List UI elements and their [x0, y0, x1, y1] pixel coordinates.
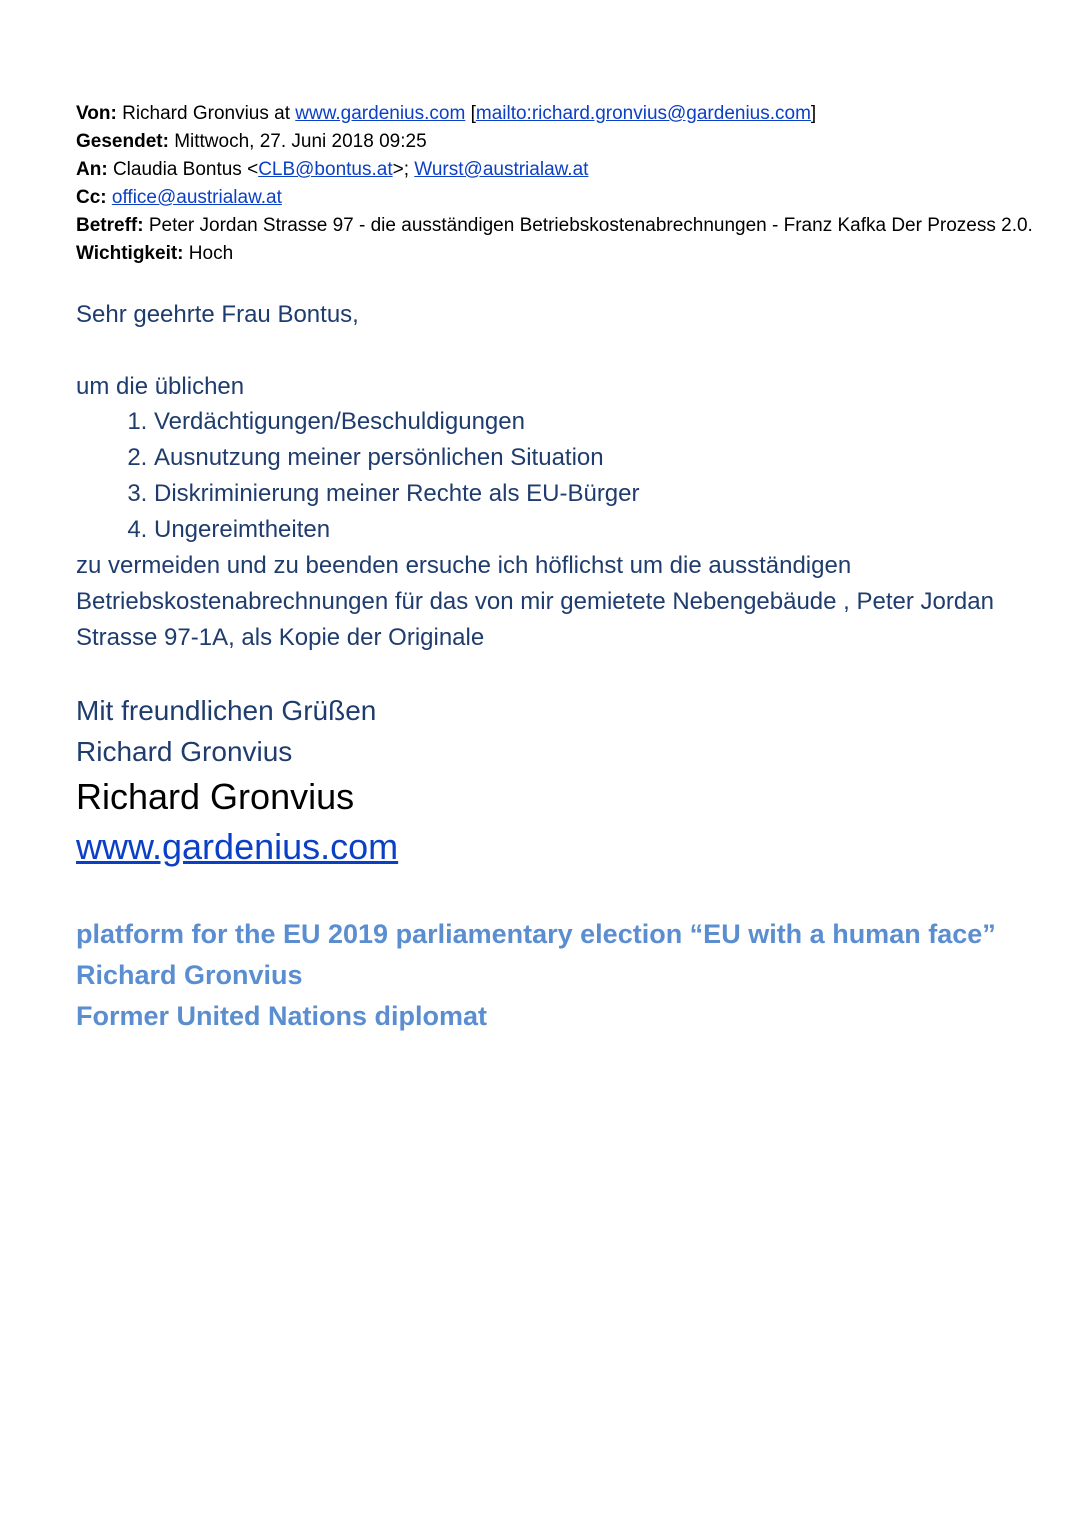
- from-website-link[interactable]: www.gardenius.com: [295, 103, 466, 124]
- signature-block: [76, 690, 1036, 772]
- email-header: [76, 100, 1036, 268]
- to-email-2-link[interactable]: Wurst@austrialaw.at: [414, 159, 589, 180]
- sent-line: [76, 128, 1036, 156]
- importance-key: Wichtigkeit:: [76, 243, 184, 264]
- numbered-list: [76, 404, 1036, 548]
- to-separator: >;: [392, 159, 415, 180]
- platform-line: platform for the EU 2019 parliamentary election “EU with a human face”: [76, 919, 996, 949]
- signature-name-small: Richard Gronvius: [76, 736, 293, 767]
- cc-key: Cc:: [76, 187, 107, 208]
- subject-line: [76, 212, 1036, 240]
- body-paragraph: zu vermeiden und zu beenden ersuche ich höflichst um die ausständigen Betriebskostenabrechnungen für das von mir gemietete Nebengebäude , Peter Jordan Strasse 97-1A, als Kopie der Originale: [76, 552, 994, 651]
- importance-value: Hoch: [188, 243, 234, 264]
- list-item: 2. Ausnutzung meiner persönlichen Situation: [154, 440, 1036, 476]
- subject-value: Peter Jordan Strasse 97 - die ausständigen Betriebskostenabrechnungen - Franz Kafka Der Prozess 2.0.: [148, 215, 1033, 236]
- signature-website-link[interactable]: www.gardenius.com: [76, 826, 399, 867]
- importance-line: [76, 240, 1036, 268]
- list-item: 3. Diskriminierung meiner Rechte als EU-Bürger: [154, 476, 1036, 512]
- to-key: An:: [76, 159, 108, 180]
- intro-text: um die üblichen: [76, 373, 245, 400]
- list-item: 4. Ungereimtheiten: [154, 512, 1036, 548]
- greeting: Sehr geehrte Frau Bontus,: [76, 301, 359, 328]
- sent-key: Gesendet:: [76, 131, 169, 152]
- platform-title: Former United Nations diplomat: [76, 1001, 488, 1031]
- to-line: [76, 156, 1036, 184]
- platform-block: [76, 914, 1036, 1037]
- cc-line: [76, 184, 1036, 212]
- subject-key: Betreff:: [76, 215, 144, 236]
- list-item: 1. Verdächtigungen/Beschuldigungen: [154, 404, 1036, 440]
- from-key: Von:: [76, 103, 117, 124]
- to-email-1-link[interactable]: CLB@bontus.at: [258, 159, 393, 180]
- from-line: Von: Richard Gronvius at www.gardenius.com [mailto:richard.gronvius@gardenius.com]: [76, 103, 817, 124]
- cc-email-link[interactable]: office@austrialaw.at: [111, 187, 282, 208]
- platform-name: Richard Gronvius: [76, 960, 303, 990]
- signature-name-large: Richard Gronvius: [76, 776, 355, 817]
- email-document: [76, 100, 1036, 1037]
- to-name: Claudia Bontus <: [112, 159, 259, 180]
- sent-value: Mittwoch, 27. Juni 2018 09:25: [174, 131, 427, 152]
- from-text: Richard Gronvius at: [122, 103, 290, 124]
- closing-phrase: Mit freundlichen Grüßen: [76, 695, 377, 726]
- from-mailto-link[interactable]: mailto:richard.gronvius@gardenius.com: [475, 103, 811, 124]
